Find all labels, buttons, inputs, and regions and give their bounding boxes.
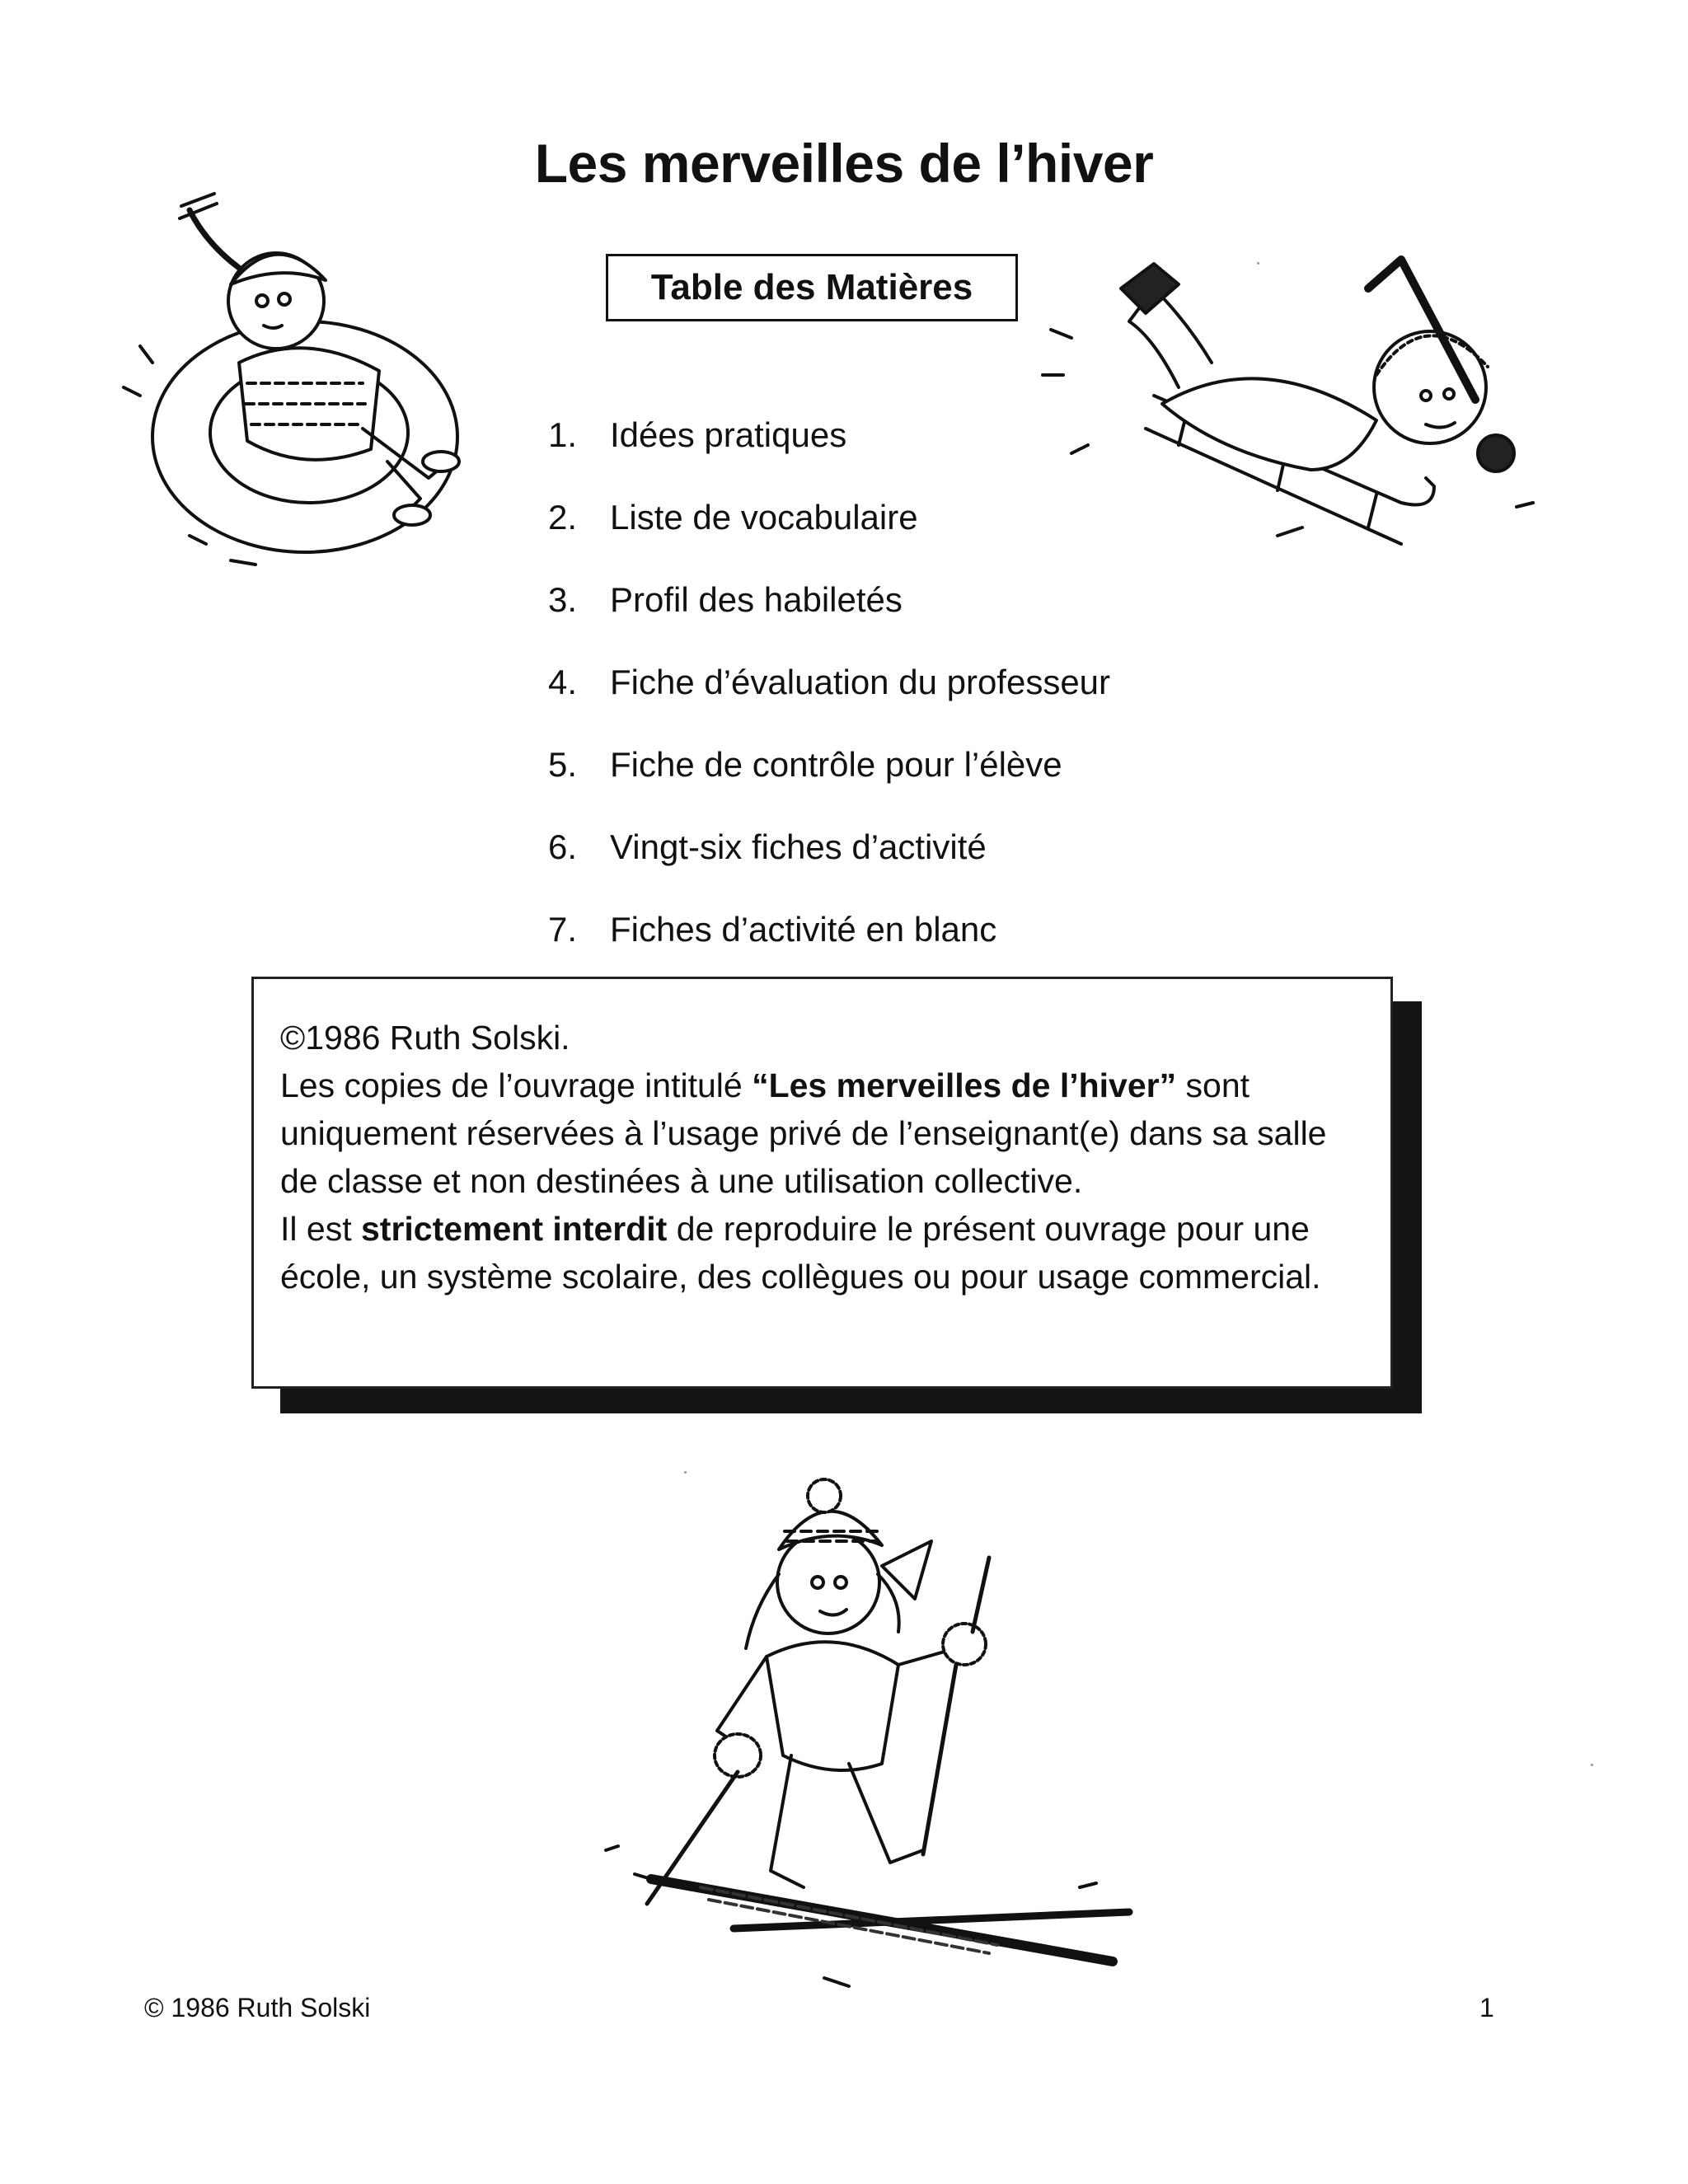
toc-item: [548, 641, 1110, 724]
toc-item-label: Fiche d’évaluation du professeur: [610, 663, 1111, 701]
toc-item-label: Liste de vocabulaire: [610, 498, 918, 537]
notice-text: sont uniquement réservées à l’usage privé de l’enseignant(e) dans sa salle de classe et non destinées à une utilisation collective.: [280, 1066, 1327, 1200]
child-on-snow-tube-illustration: [115, 190, 528, 585]
scan-speck: [1591, 1764, 1593, 1766]
notice-copyright-line: ©1986 Ruth Solski.: [280, 1019, 570, 1057]
toc-item-label: Fiches d’activité en blanc: [610, 910, 997, 949]
toc-item-number: 2.: [548, 498, 578, 537]
toc-item: [548, 394, 1110, 476]
toc-item: [548, 724, 1110, 806]
toc-item: [548, 476, 1110, 559]
scan-speck: [1257, 262, 1259, 265]
notice-text: Les copies de l’ouvrage intitulé: [280, 1066, 753, 1104]
toc-item-number: 3.: [548, 580, 578, 619]
toc-item-number: 7.: [548, 910, 578, 949]
toc-item-label: Vingt-six fiches d’activité: [610, 827, 987, 866]
footer-copyright: © 1986 Ruth Solski: [144, 1993, 371, 2022]
page-number: 1: [1479, 1993, 1494, 2022]
page-title: Les merveilles de l’hiver: [534, 133, 1154, 194]
toc-heading-box: [606, 254, 1018, 321]
toc-item-label: Fiche de contrôle pour l’élève: [610, 745, 1062, 784]
child-on-sled-illustration: [1039, 231, 1550, 577]
toc-item-label: Profil des habiletés: [610, 580, 903, 619]
toc-item-label: Idées pratiques: [610, 415, 847, 454]
notice-emphasis: strictement interdit: [360, 1210, 668, 1248]
notice-book-title: “Les merveilles de l’hiver”: [752, 1066, 1177, 1104]
toc-item: [548, 806, 1110, 888]
notice-text: de reproduire le présent ouvrage pour une école, un système scolaire, des collègues ou pour usage commercial.: [280, 1210, 1321, 1296]
toc-item-number: 4.: [548, 663, 578, 701]
toc-item: [548, 888, 1110, 971]
toc-item-number: 5.: [548, 745, 578, 784]
toc-item-number: 1.: [548, 415, 578, 454]
scan-speck: [684, 1471, 687, 1474]
notice-paragraph-1: [280, 1062, 1366, 1205]
toc-item: [548, 559, 1110, 641]
notice-text: Il est: [280, 1210, 361, 1248]
toc-heading: Table des Matières: [650, 267, 973, 307]
girl-skiing-illustration: [602, 1459, 1113, 1986]
notice-paragraph-2: [280, 1205, 1366, 1301]
toc-list: [548, 394, 1110, 971]
toc-item-number: 6.: [548, 827, 578, 866]
copyright-notice-box: [251, 977, 1393, 1389]
